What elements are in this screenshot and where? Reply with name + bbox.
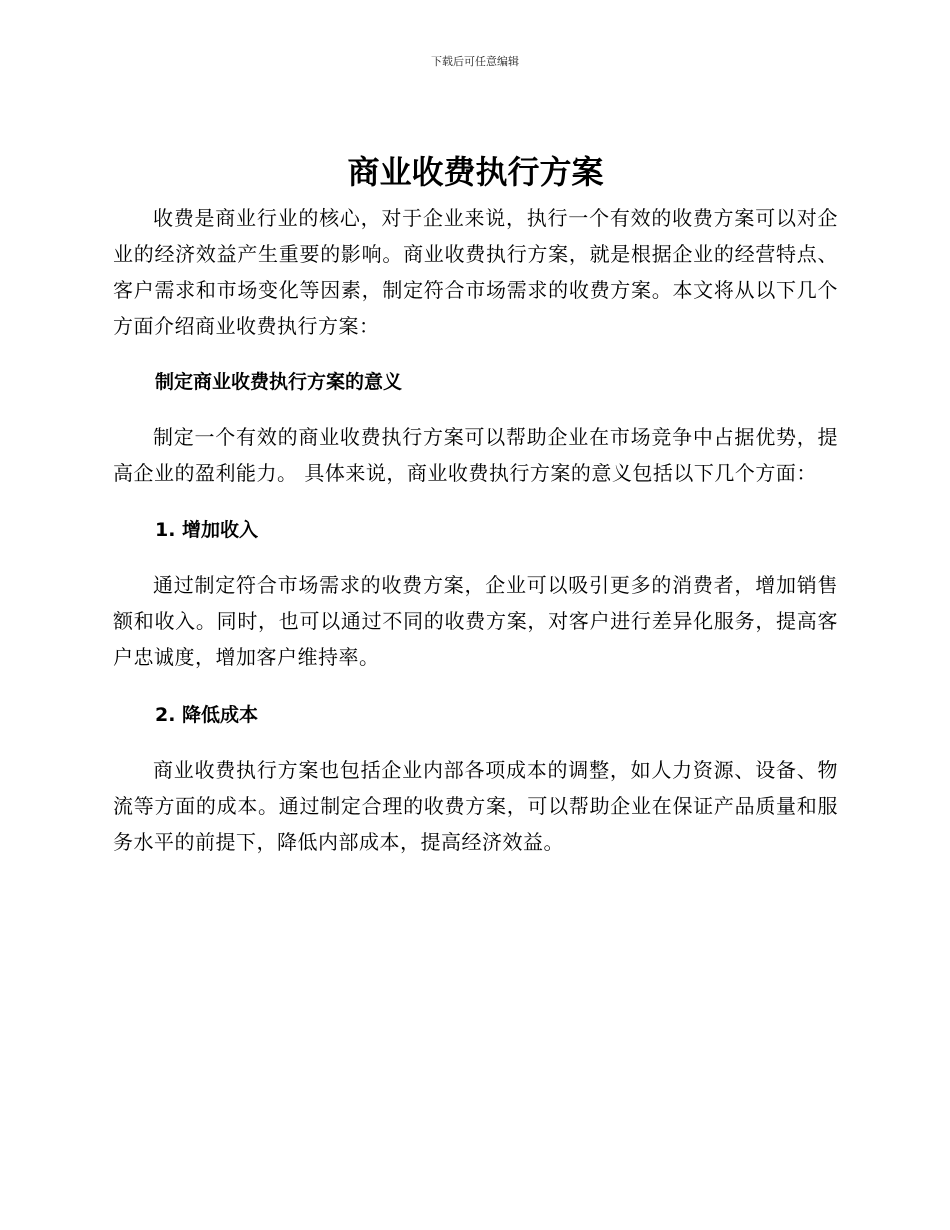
intro-paragraph: 收费是商业行业的核心，对于企业来说，执行一个有效的收费方案可以对企业的经济效益产生重要的影响。商业收费执行方案，就是根据企业的经营特点、客户需求和市场变化等因素，制定符合市场需求的收费方案。本文将从以下几个方面介绍商业收费执行方案：: [113, 206, 838, 338]
section-body-reduce-cost: 商业收费执行方案也包括企业内部各项成本的调整，如人力资源、设备、物流等方面的成本。通过制定合理的收费方案，可以帮助企业在保证产品质量和服务水平的前提下，降低内部成本，提高经济效益。: [113, 758, 838, 854]
document-body: [113, 150, 838, 860]
section-heading-significance: 制定商业收费执行方案的意义: [155, 371, 403, 393]
document-title: 商业收费执行方案: [347, 153, 604, 191]
section-body-increase-income: 通过制定符合市场需求的收费方案，企业可以吸引更多的消费者，增加销售额和收入。同时，也可以通过不同的收费方案，对客户进行差异化服务，提高客户忠诚度，增加客户维持率。: [113, 573, 838, 669]
section-heading-increase-income: 1. 增加收入: [155, 519, 259, 541]
section-heading-reduce-cost: 2. 降低成本: [155, 704, 259, 726]
section-body-significance: 制定一个有效的商业收费执行方案可以帮助企业在市场竞争中占据优势，提高企业的盈利能力。 具体来说，商业收费执行方案的意义包括以下几个方面：: [113, 425, 838, 485]
header-note: 下载后可任意编辑: [431, 55, 519, 68]
